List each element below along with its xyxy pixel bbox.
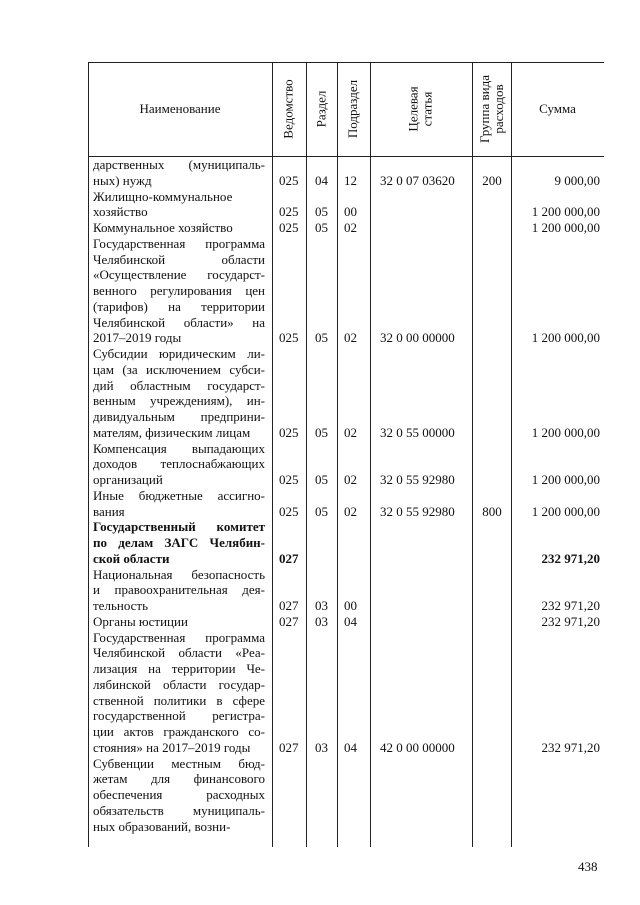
header-razdel-label: Раздел xyxy=(313,90,329,128)
row-name xyxy=(93,157,265,189)
row-razdel: 05 xyxy=(315,503,328,519)
row-name-line: Субвенции местным бюд- xyxy=(93,755,265,771)
row-summa: 232 971,20 xyxy=(541,739,600,755)
row-name-line: жетам для финансового xyxy=(93,771,265,787)
row-vedomstvo: 025 xyxy=(279,220,299,235)
row-name-line: по делам ЗАГС Челябин- xyxy=(93,535,265,550)
row-name-line: обеспечения расходных xyxy=(93,787,265,802)
row-celevaya: 32 0 55 00000 xyxy=(380,424,455,440)
row-vedomstvo: 025 xyxy=(279,204,299,220)
row-summa: 1 200 000,00 xyxy=(531,220,600,235)
row-name-line: Национальная безопасность xyxy=(93,566,265,582)
row-name-line: Челябинской области» на xyxy=(93,314,265,330)
row-name-line: хозяйство xyxy=(93,204,148,220)
row-name-line: организаций xyxy=(93,472,163,487)
row-name xyxy=(93,236,265,346)
row-celevaya: 32 0 07 03620 xyxy=(380,172,455,188)
row-name-line: Компенсация выпадающих xyxy=(93,440,265,456)
row-name-line: Жилищно-коммунальное xyxy=(93,188,233,204)
row-podrazdel: 00 xyxy=(344,204,357,220)
header-gruppa-line2: расходов xyxy=(490,84,506,134)
row-celevaya: 32 0 55 92980 xyxy=(380,472,455,487)
row-vedomstvo: 027 xyxy=(279,598,299,613)
row-name-line: государственной регистра- xyxy=(93,708,265,724)
row-razdel: 05 xyxy=(315,330,328,346)
row-podrazdel: 02 xyxy=(344,472,357,487)
row-razdel: 03 xyxy=(315,613,328,629)
row-name xyxy=(93,441,265,488)
row-razdel: 05 xyxy=(315,424,328,440)
row-podrazdel: 04 xyxy=(344,613,357,629)
row-celevaya: 42 0 00 00000 xyxy=(380,739,455,755)
row-razdel: 04 xyxy=(315,172,328,188)
row-summa: 232 971,20 xyxy=(541,613,600,629)
row-vedomstvo: 025 xyxy=(279,472,299,487)
row-celevaya: 32 0 00 00000 xyxy=(380,330,455,346)
row-name-line: лябинской области государ- xyxy=(93,676,265,692)
row-podrazdel: 02 xyxy=(344,330,357,346)
row-name-line: Государственный комитет xyxy=(93,519,265,535)
row-name-line: и правоохранительная дея- xyxy=(93,582,265,598)
header-summa-label: Сумма xyxy=(539,101,576,116)
row-podrazdel: 02 xyxy=(344,503,357,519)
row-name-line: «Осуществление государст- xyxy=(93,267,265,283)
row-name-line: ных) нужд xyxy=(93,172,152,188)
row-name-line: дарственных (муниципаль- xyxy=(93,157,265,172)
row-name xyxy=(93,189,265,221)
row-name-line: ных образований, возни- xyxy=(93,818,231,834)
row-name-line: вания xyxy=(93,503,125,519)
header-gruppa-line1: Группа вида xyxy=(476,75,492,143)
row-name xyxy=(93,519,265,566)
row-podrazdel: 04 xyxy=(344,739,357,755)
row-name-line: Челябинской области «Реа- xyxy=(93,645,265,661)
row-razdel: 05 xyxy=(315,220,328,235)
row-name xyxy=(93,220,265,236)
row-name xyxy=(93,488,265,520)
row-name-line: Челябинской области xyxy=(93,251,265,267)
row-vedomstvo: 025 xyxy=(279,424,299,440)
row-summa: 1 200 000,00 xyxy=(531,503,600,519)
row-vedomstvo: 025 xyxy=(279,503,299,519)
row-name-line: стояния» на 2017–2019 годы xyxy=(93,739,251,755)
row-name-line: Субсидии юридическим ли- xyxy=(93,346,265,361)
row-vedomstvo: 025 xyxy=(279,330,299,346)
row-name-line: ской области xyxy=(93,550,170,566)
row-summa: 1 200 000,00 xyxy=(531,330,600,346)
row-vedomstvo: 027 xyxy=(279,613,299,629)
row-summa: 232 971,20 xyxy=(541,598,600,613)
row-name-line: доходов теплоснабжающих xyxy=(93,456,265,472)
row-name-line: ции актов гражданского со- xyxy=(93,724,265,739)
row-celevaya: 32 0 55 92980 xyxy=(380,503,455,519)
row-summa: 9 000,00 xyxy=(554,172,600,188)
row-podrazdel: 02 xyxy=(344,424,357,440)
header-celevaya-line2: статья xyxy=(419,91,435,127)
row-name xyxy=(93,630,265,756)
row-name-line: цам (за исключением субси- xyxy=(93,361,265,377)
row-name-line: 2017–2019 годы xyxy=(93,330,182,346)
row-razdel: 03 xyxy=(315,739,328,755)
row-name xyxy=(93,567,265,614)
row-name-line: (тарифов) на территории xyxy=(93,298,265,314)
row-gruppa: 800 xyxy=(482,503,502,519)
row-name-line: дивидуальным предприни- xyxy=(93,409,265,424)
row-podrazdel: 00 xyxy=(344,598,357,613)
row-name-line: мателям, физическим лицам xyxy=(93,424,251,440)
row-podrazdel: 02 xyxy=(344,220,357,235)
row-name-line: венным учреждениям), ин- xyxy=(93,393,265,409)
row-name-line: Государственная программа xyxy=(93,235,265,251)
row-name-line: венного регулирования цен xyxy=(93,283,265,298)
page-number: 438 xyxy=(578,859,598,874)
row-name xyxy=(93,756,265,835)
row-name-line: тельность xyxy=(93,598,149,613)
row-name-line: Органы юстиции xyxy=(93,613,188,629)
row-name-line: Иные бюджетные ассигно- xyxy=(93,487,265,503)
row-podrazdel: 12 xyxy=(344,172,357,188)
row-summa: 232 971,20 xyxy=(541,550,600,566)
row-name xyxy=(93,346,265,441)
row-name-line: Коммунальное хозяйство xyxy=(93,220,233,235)
row-name-line: дий областным государст- xyxy=(93,377,265,393)
row-vedomstvo: 027 xyxy=(279,550,299,566)
row-razdel: 05 xyxy=(315,472,328,487)
row-name xyxy=(93,614,265,630)
row-summa: 1 200 000,00 xyxy=(531,204,600,220)
header-vedomstvo-label: Ведомство xyxy=(281,79,296,139)
header-name-label: Наименование xyxy=(139,101,221,116)
row-razdel: 03 xyxy=(315,598,328,613)
row-vedomstvo: 027 xyxy=(279,739,299,755)
row-razdel: 05 xyxy=(315,204,328,220)
row-vedomstvo: 025 xyxy=(279,172,299,188)
header-podrazdel-label: Подраздел xyxy=(345,79,361,139)
row-name-line: обязательств муниципаль- xyxy=(93,802,265,818)
header-celevaya-line1: Целевая xyxy=(405,86,421,132)
row-summa: 1 200 000,00 xyxy=(531,424,600,440)
row-name-line: лизация на территории Че- xyxy=(93,661,265,676)
row-name-line: Государственная программа xyxy=(93,629,265,645)
row-summa: 1 200 000,00 xyxy=(531,472,600,487)
row-name-line: ственной политики в сфере xyxy=(93,692,265,708)
row-gruppa: 200 xyxy=(482,172,502,188)
